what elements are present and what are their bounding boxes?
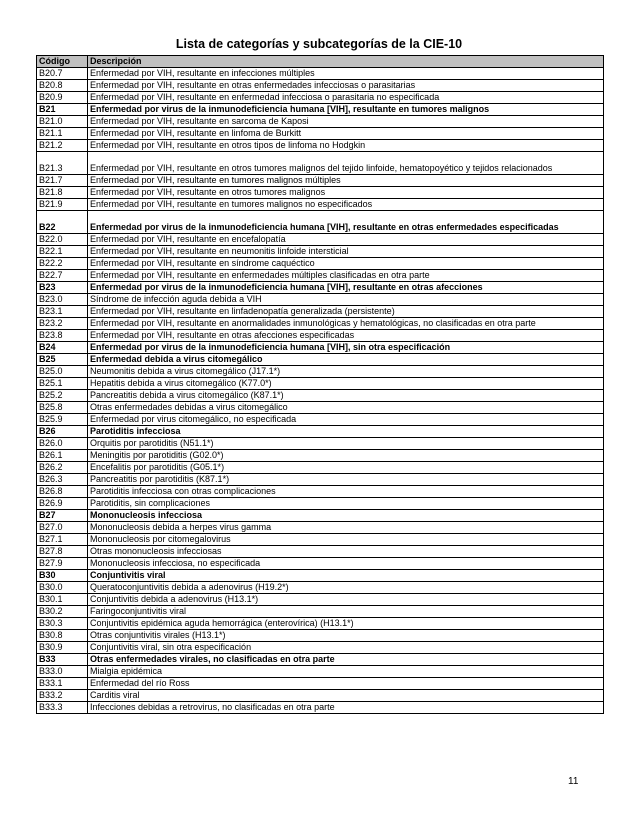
subcategory-row — [37, 558, 604, 570]
subcategory-row — [37, 306, 604, 318]
subcategory-row — [37, 318, 604, 330]
description-cell: Conjuntivitis debida a adenovirus (H13.1*) — [88, 594, 604, 606]
description-cell: Enfermedad por virus de la inmunodeficiencia humana [VIH], sin otra especificación — [88, 342, 604, 354]
description-cell: Enfermedad por virus citomegálico, no especificada — [88, 414, 604, 426]
code-cell: B26.0 — [37, 438, 88, 450]
description-cell: Hepatitis debida a virus citomegálico (K77.0*) — [88, 378, 604, 390]
code-cell: B23.0 — [37, 294, 88, 306]
subcategory-row — [37, 606, 604, 618]
column-header-code: Código — [37, 56, 88, 68]
subcategory-row — [37, 498, 604, 510]
code-cell: B21.0 — [37, 116, 88, 128]
code-cell: B25.2 — [37, 390, 88, 402]
category-row — [37, 104, 604, 116]
description-cell: Mononucleosis infecciosa — [88, 510, 604, 522]
description-cell: Enfermedad por virus de la inmunodeficiencia humana [VIH], resultante en otras afecciones — [88, 282, 604, 294]
code-cell: B22.1 — [37, 246, 88, 258]
description-cell: Síndrome de infección aguda debida a VIH — [88, 294, 604, 306]
code-cell: B26.8 — [37, 486, 88, 498]
description-cell: Otras enfermedades debidas a virus citomegálico — [88, 402, 604, 414]
code-cell: B25.1 — [37, 378, 88, 390]
description-cell: Enfermedad por VIH, resultante en otras enfermedades infecciosas o parasitarias — [88, 80, 604, 92]
code-cell: B24 — [37, 342, 88, 354]
description-cell: Enfermedad por virus de la inmunodeficiencia humana [VIH], resultante en otras enfermedades especificadas — [88, 211, 604, 234]
code-cell: B27.1 — [37, 534, 88, 546]
description-cell: Otras enfermedades virales, no clasificadas en otra parte — [88, 654, 604, 666]
subcategory-row — [37, 80, 604, 92]
subcategory-row — [37, 390, 604, 402]
subcategory-row — [37, 199, 604, 211]
description-cell: Pancreatitis debida a virus citomegálico (K87.1*) — [88, 390, 604, 402]
code-cell: B21.2 — [37, 140, 88, 152]
description-cell: Enfermedad por VIH, resultante en linfadenopatía generalizada (persistente) — [88, 306, 604, 318]
code-cell: B20.7 — [37, 68, 88, 80]
code-cell: B21.7 — [37, 175, 88, 187]
category-row — [37, 342, 604, 354]
category-row — [37, 654, 604, 666]
subcategory-row — [37, 128, 604, 140]
code-cell: B21.8 — [37, 187, 88, 199]
code-cell: B22.7 — [37, 270, 88, 282]
code-cell: B26.1 — [37, 450, 88, 462]
icd10-table — [36, 55, 604, 714]
subcategory-row — [37, 258, 604, 270]
description-cell: Parotiditis, sin complicaciones — [88, 498, 604, 510]
subcategory-row — [37, 642, 604, 654]
description-cell: Enfermedad debida a virus citomegálico — [88, 354, 604, 366]
code-cell: B30.3 — [37, 618, 88, 630]
subcategory-row — [37, 402, 604, 414]
code-cell: B25.8 — [37, 402, 88, 414]
page-title: Lista de categorías y subcategorías de la CIE-10 — [175, 37, 463, 51]
subcategory-row — [37, 246, 604, 258]
description-cell: Enfermedad por VIH, resultante en otros tipos de linfoma no Hodgkin — [88, 140, 604, 152]
description-cell: Neumonitis debida a virus citomegálico (J17.1*) — [88, 366, 604, 378]
description-cell: Pancreatitis por parotiditis (K87.1*) — [88, 474, 604, 486]
description-cell: Mononucleosis infecciosa, no especificada — [88, 558, 604, 570]
code-cell: B27.9 — [37, 558, 88, 570]
subcategory-row — [37, 116, 604, 128]
description-cell: Enfermedad por VIH, resultante en enfermedad infecciosa o parasitaria no especificada — [88, 92, 604, 104]
description-cell: Mononucleosis debida a herpes virus gamma — [88, 522, 604, 534]
description-cell: Enfermedad por VIH, resultante en enfermedades múltiples clasificadas en otra parte — [88, 270, 604, 282]
code-cell: B23.8 — [37, 330, 88, 342]
subcategory-row — [37, 294, 604, 306]
subcategory-row — [37, 474, 604, 486]
description-cell: Conjuntivitis viral — [88, 570, 604, 582]
subcategory-row — [37, 152, 604, 175]
code-cell: B21 — [37, 104, 88, 116]
code-cell: B25 — [37, 354, 88, 366]
category-row — [37, 282, 604, 294]
description-cell: Enfermedad por VIH, resultante en neumonitis linfoide intersticial — [88, 246, 604, 258]
code-cell: B22.2 — [37, 258, 88, 270]
code-cell: B20.8 — [37, 80, 88, 92]
category-row — [37, 570, 604, 582]
subcategory-row — [37, 378, 604, 390]
code-cell: B30.1 — [37, 594, 88, 606]
subcategory-row — [37, 330, 604, 342]
description-cell: Enfermedad por VIH, resultante en linfoma de Burkitt — [88, 128, 604, 140]
description-cell: Otras conjuntivitis virales (H13.1*) — [88, 630, 604, 642]
subcategory-row — [37, 702, 604, 714]
code-cell: B30.0 — [37, 582, 88, 594]
code-cell: B21.3 — [37, 152, 88, 175]
description-cell: Conjuntivitis epidémica aguda hemorrágica (enterovírica) (H13.1*) — [88, 618, 604, 630]
subcategory-row — [37, 582, 604, 594]
code-cell: B30 — [37, 570, 88, 582]
code-cell: B27 — [37, 510, 88, 522]
description-cell: Enfermedad por virus de la inmunodeficiencia humana [VIH], resultante en tumores malignos — [88, 104, 604, 116]
subcategory-row — [37, 140, 604, 152]
subcategory-row — [37, 92, 604, 104]
code-cell: B30.8 — [37, 630, 88, 642]
description-cell: Enfermedad por VIH, resultante en infecciones múltiples — [88, 68, 604, 80]
description-cell: Parotiditis infecciosa con otras complicaciones — [88, 486, 604, 498]
subcategory-row — [37, 486, 604, 498]
description-cell: Encefalitis por parotiditis (G05.1*) — [88, 462, 604, 474]
subcategory-row — [37, 175, 604, 187]
code-cell: B25.0 — [37, 366, 88, 378]
description-cell: Enfermedad por VIH, resultante en otras afecciones especificadas — [88, 330, 604, 342]
description-cell: Enfermedad por VIH, resultante en otros tumores malignos del tejido linfoide, hematopoyético y tejidos relacionados — [88, 152, 604, 175]
page-number: 11 — [568, 776, 579, 787]
code-cell: B26 — [37, 426, 88, 438]
subcategory-row — [37, 690, 604, 702]
code-cell: B27.8 — [37, 546, 88, 558]
subcategory-row — [37, 414, 604, 426]
subcategory-row — [37, 187, 604, 199]
subcategory-row — [37, 678, 604, 690]
code-cell: B23.2 — [37, 318, 88, 330]
code-cell: B21.1 — [37, 128, 88, 140]
description-cell: Mialgia epidémica — [88, 666, 604, 678]
description-cell: Enfermedad por VIH, resultante en anormalidades inmunológicas y hematológicas, no clasificadas en otra parte — [88, 318, 604, 330]
subcategory-row — [37, 546, 604, 558]
code-cell: B33.1 — [37, 678, 88, 690]
code-cell: B33.3 — [37, 702, 88, 714]
description-cell: Parotiditis infecciosa — [88, 426, 604, 438]
description-cell: Queratoconjuntivitis debida a adenovirus (H19.2*) — [88, 582, 604, 594]
description-cell: Infecciones debidas a retrovirus, no clasificadas en otra parte — [88, 702, 604, 714]
code-cell: B26.3 — [37, 474, 88, 486]
subcategory-row — [37, 270, 604, 282]
code-cell: B27.0 — [37, 522, 88, 534]
category-row — [37, 510, 604, 522]
subcategory-row — [37, 462, 604, 474]
category-row — [37, 211, 604, 234]
description-cell: Faringoconjuntivitis viral — [88, 606, 604, 618]
description-cell: Enfermedad por VIH, resultante en otros tumores malignos — [88, 187, 604, 199]
description-cell: Enfermedad del río Ross — [88, 678, 604, 690]
category-row — [37, 426, 604, 438]
column-header-description: Descripción — [88, 56, 604, 68]
subcategory-row — [37, 68, 604, 80]
description-cell: Otras mononucleosis infecciosas — [88, 546, 604, 558]
description-cell: Enfermedad por VIH, resultante en tumores malignos no especificados — [88, 199, 604, 211]
description-cell: Meningitis por parotiditis (G02.0*) — [88, 450, 604, 462]
subcategory-row — [37, 630, 604, 642]
code-cell: B30.9 — [37, 642, 88, 654]
code-cell: B33.0 — [37, 666, 88, 678]
code-cell: B30.2 — [37, 606, 88, 618]
code-cell: B33 — [37, 654, 88, 666]
description-cell: Conjuntivitis viral, sin otra especificación — [88, 642, 604, 654]
description-cell: Carditis viral — [88, 690, 604, 702]
description-cell: Enfermedad por VIH, resultante en síndrome caquéctico — [88, 258, 604, 270]
table-body — [37, 68, 604, 714]
description-cell: Enfermedad por VIH, resultante en sarcoma de Kaposi — [88, 116, 604, 128]
subcategory-row — [37, 594, 604, 606]
subcategory-row — [37, 666, 604, 678]
description-cell: Orquitis por parotiditis (N51.1*) — [88, 438, 604, 450]
code-cell: B20.9 — [37, 92, 88, 104]
subcategory-row — [37, 438, 604, 450]
subcategory-row — [37, 450, 604, 462]
code-cell: B33.2 — [37, 690, 88, 702]
subcategory-row — [37, 618, 604, 630]
description-cell: Enfermedad por VIH, resultante en encefalopatía — [88, 234, 604, 246]
subcategory-row — [37, 534, 604, 546]
code-cell: B23.1 — [37, 306, 88, 318]
subcategory-row — [37, 234, 604, 246]
code-cell: B22 — [37, 211, 88, 234]
description-cell: Mononucleosis por citomegalovirus — [88, 534, 604, 546]
code-cell: B22.0 — [37, 234, 88, 246]
code-cell: B21.9 — [37, 199, 88, 211]
code-cell: B25.9 — [37, 414, 88, 426]
code-cell: B23 — [37, 282, 88, 294]
subcategory-row — [37, 522, 604, 534]
category-row — [37, 354, 604, 366]
code-cell: B26.2 — [37, 462, 88, 474]
subcategory-row — [37, 366, 604, 378]
table-header-row — [37, 56, 604, 68]
code-cell: B26.9 — [37, 498, 88, 510]
description-cell: Enfermedad por VIH, resultante en tumores malignos múltiples — [88, 175, 604, 187]
